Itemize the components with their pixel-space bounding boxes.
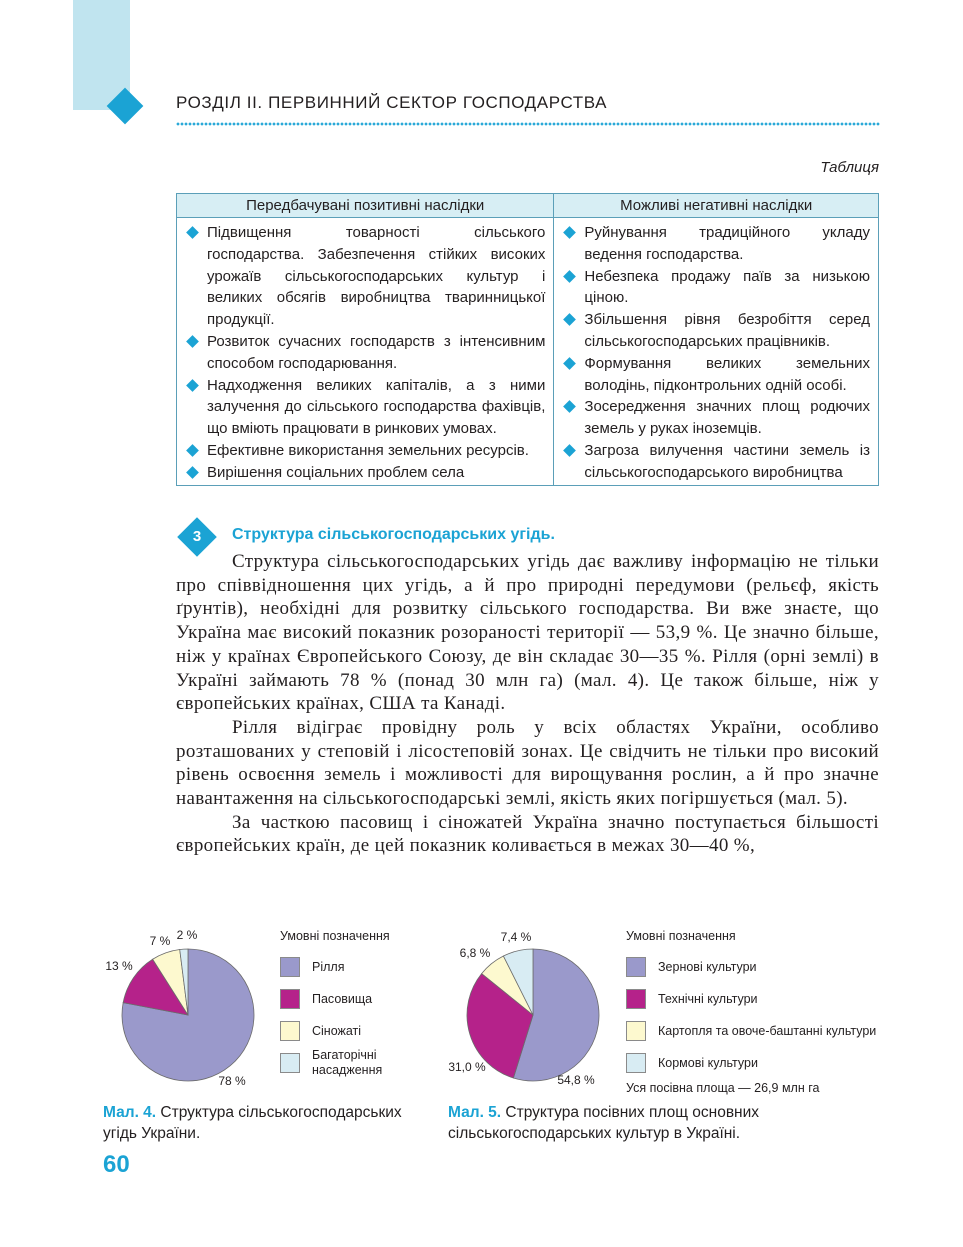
paragraph: За часткою пасовищ і сіножатей Україна значно поступається більшості європейських країн, де цей показник коливається в межах 30—40 %, <box>176 811 879 857</box>
legend-swatch <box>626 989 646 1009</box>
section-title: Структура сільськогосподарських угідь. <box>232 526 555 543</box>
list-item: Руйнування традиційного укладу ведення господарства. <box>562 222 870 266</box>
list-item: Формування великих земельних володінь, підконтрольних одній особі. <box>562 353 870 397</box>
list-item: Підвищення товарності сільського господарства. Забезпечення стійких високих урожаїв сільськогосподарських культур і великих обсягів виробництва тваринницької продукції. <box>185 222 545 331</box>
chapter-title: РОЗДІЛ ІІ. ПЕРВИННИЙ СЕКТОР ГОСПОДАРСТВА <box>176 93 608 112</box>
legend-swatch <box>626 1053 646 1073</box>
legend-item <box>280 1015 422 1047</box>
legend-swatch <box>280 989 300 1009</box>
figure-caption-text: Структура посівних площ основних сільськогосподарських культур в Україні. <box>448 1104 760 1142</box>
legend-label: Кормові культури <box>658 1055 758 1070</box>
legend-item <box>626 983 876 1015</box>
legend-label: Пасовища <box>312 991 373 1006</box>
list-item: Вирішення соціальних проблем села <box>185 462 545 484</box>
legend-item <box>626 1047 876 1079</box>
figure-ref: Мал. 4. <box>103 1104 157 1121</box>
legend-label: Сіножаті <box>312 1023 362 1038</box>
pie-label: 2 % <box>176 928 198 942</box>
list-item: Розвиток сучасних господарств з інтенсивним способом господарювання. <box>185 331 545 375</box>
list-item: Збільшення рівня безробіття серед сільськогосподарських працівників. <box>562 309 870 353</box>
figure-ref: Мал. 5. <box>448 1104 502 1121</box>
legend-label: Картопля та овоче-баштанні культури <box>658 1023 877 1038</box>
list-item: Надходження великих капіталів, а з ними залучення до сільського господарства фахівців, що вміють працювати в ринкових умовах. <box>185 375 545 440</box>
list-item: Зосередження значних площ родючих земель у руках іноземців. <box>562 396 870 440</box>
legend-title: Умовні позначення <box>280 929 390 943</box>
legend-item <box>626 1015 876 1047</box>
legend-fig4 <box>280 929 422 1079</box>
column-header-negative: Можливі негативні наслідки <box>554 194 879 218</box>
legend-label: Технічні культури <box>658 991 758 1006</box>
paragraph: Рілля відіграє провідну роль у всіх областях України, особливо розташованих у степовій і лісостеповій зонах. Це свідчить не тільки про високий рівень освоєння земель і можливості для вирощування рослин, а й про значне навантаження на сільськогосподарські землі, якість яких погіршується (мал. 5). <box>176 716 879 810</box>
figure-caption-4 <box>103 1102 413 1144</box>
pie-label: 31,0 % <box>448 1060 486 1074</box>
legend-label: Рілля <box>312 959 345 974</box>
section-number: 3 <box>192 528 202 545</box>
list-item: Загроза вилучення частини земель із сільськогосподарського виробництва <box>562 440 870 484</box>
legend-swatch <box>626 957 646 977</box>
figure-caption-text: Структура сільськогосподарських угідь України. <box>103 1104 402 1142</box>
paragraph: Структура сільськогосподарських угідь дає важливу інформацію не тільки про співвідношення цих угідь, а й про природні передумови (рельєф, якість ґрунтів), необхідні для розвитку сільського господарства. Ви вже знаєте, що Україна має високий показник розораності території — 53,9 %. Це значно більше, ніж у країнах Європейського Союзу, де він складає 30—35 %. Рілля (орні землі) в Україні займають 78 % (понад 30 млн га) (мал. 4). Це також більше, ніж у європейських країнах, США та Канаді. <box>176 551 879 715</box>
list-item: Ефективне використання земельних ресурсів. <box>185 440 545 462</box>
pie-label: 13 % <box>105 959 133 973</box>
legend-item <box>280 951 422 983</box>
legend-swatch <box>280 957 300 977</box>
pie-label: 78 % <box>218 1074 246 1088</box>
legend-item <box>280 983 422 1015</box>
legend-fig5 <box>626 929 876 1095</box>
legend-item <box>280 1047 422 1079</box>
legend-label: Багаторічні насадження <box>312 1048 383 1077</box>
page-number: 60 <box>103 1151 130 1178</box>
list-item: Небезпека продажу паїв за низькою ціною. <box>562 266 870 310</box>
legend-item <box>626 951 876 983</box>
total-area-note: Уся посівна площа — 26,9 млн га <box>626 1081 820 1095</box>
figure-caption-5 <box>448 1102 808 1144</box>
column-header-positive: Передбачувані позитивні наслідки <box>177 194 554 218</box>
table-caption: Таблиця <box>820 159 879 176</box>
legend-swatch <box>280 1021 300 1041</box>
pie-label: 7,4 % <box>500 930 532 944</box>
legend-label: Зернові культури <box>658 959 757 974</box>
pie-label: 6,8 % <box>459 946 491 960</box>
pie-label: 7 % <box>149 934 171 948</box>
pie-label: 54,8 % <box>557 1073 595 1087</box>
legend-swatch <box>280 1053 300 1073</box>
legend-swatch <box>626 1021 646 1041</box>
legend-title: Умовні позначення <box>626 929 736 943</box>
